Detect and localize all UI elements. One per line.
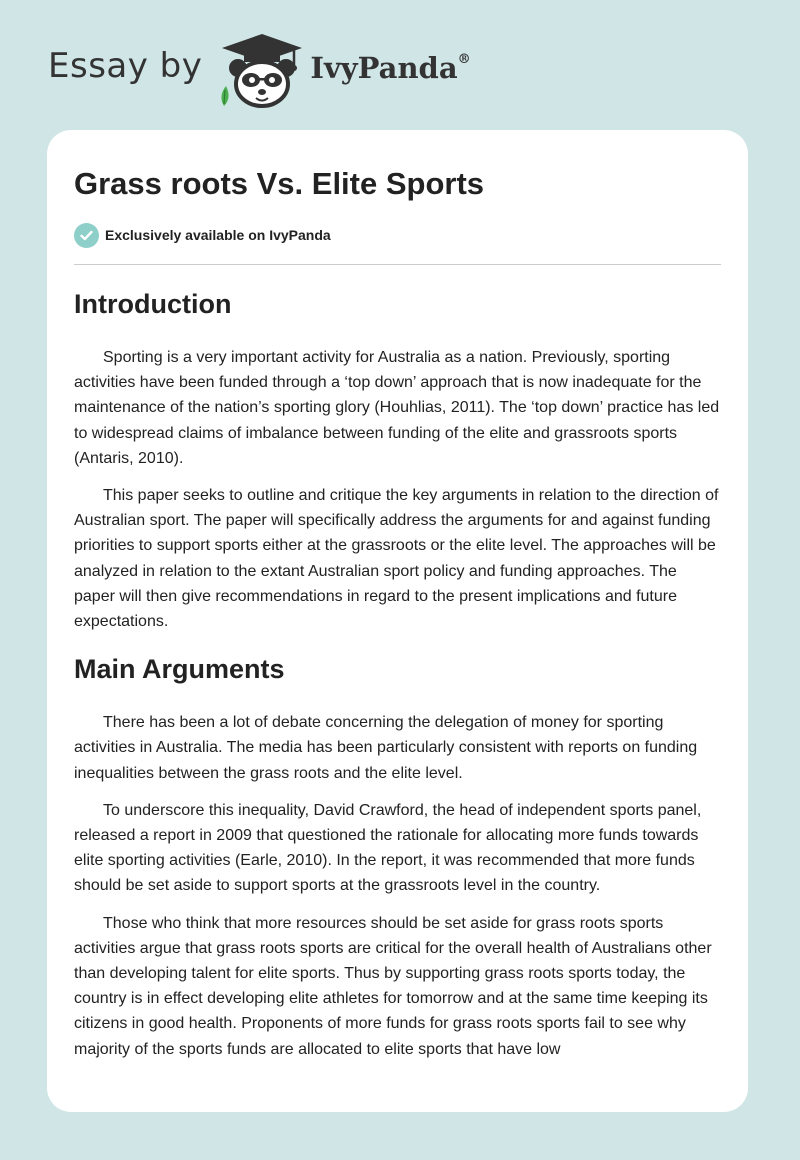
paragraph: Those who think that more resources should be set aside for grass roots sports activities argue that grass roots sports are critical for the overall health of Australians other than developing talent for elite sports. Thus by supporting grass roots sports today, the country is in effect developing elite athletes for tomorrow and at the same time keeping its citizens in good health. Proponents of more funds for grass roots sports fail to see why majority of the sports funds are allocated to elite sports that have low xyxy=(74,914,712,1058)
section-heading-main-arguments: Main Arguments xyxy=(74,654,285,685)
page-title: Grass roots Vs. Elite Sports xyxy=(74,166,485,201)
brand-name[interactable] xyxy=(310,51,470,85)
paragraph: To underscore this inequality, David Crawford, the head of independent sports panel, released a report in 2009 that questioned the rationale for allocating more funds towards elite sporting activities (Earle, 2010). In the report, it was recommended that more funds should be set aside to support sports at the grassroots level in the country. xyxy=(74,801,702,895)
section-heading-introduction: Introduction xyxy=(74,289,232,319)
essay-card xyxy=(47,130,748,1112)
essay-by-label: Essay by xyxy=(48,46,203,86)
site-header xyxy=(48,30,548,110)
paragraph: Sporting is a very important activity for Australia as a nation. Previously, sporting activities have been funded through a ‘top down’ approach that is now inadequate for the maintenance of the nation’s sporting glory (Houhlias, 2011). The ‘top down’ practice has led to widespread claims of imbalance between funding of the elite and grassroots sports (Antaris, 2010). xyxy=(74,349,720,467)
checkmark-icon xyxy=(74,223,99,248)
brand-label: IvyPanda xyxy=(310,51,458,85)
paragraph: There has been a lot of debate concerning the delegation of money for sporting activities in Australia. The media has been particularly consistent with reports on funding inequalities between the grass roots and the elite level. xyxy=(74,714,698,782)
panda-logo-icon[interactable] xyxy=(216,30,308,110)
exclusive-badge xyxy=(74,222,721,248)
exclusive-label: Exclusively available on IvyPanda xyxy=(105,227,331,243)
paragraph: This paper seeks to outline and critique the key arguments in relation to the direction of Australian sport. The paper will specifically address the arguments for and against funding priorities to support sports either at the grassroots or the elite level. The approaches will be analyzed in relation to the extant Australian sport policy and funding approaches. The paper will then give recommendations in regard to the present implications and future expectations. xyxy=(74,487,719,631)
registered-mark: ® xyxy=(457,52,471,68)
divider xyxy=(74,264,721,265)
